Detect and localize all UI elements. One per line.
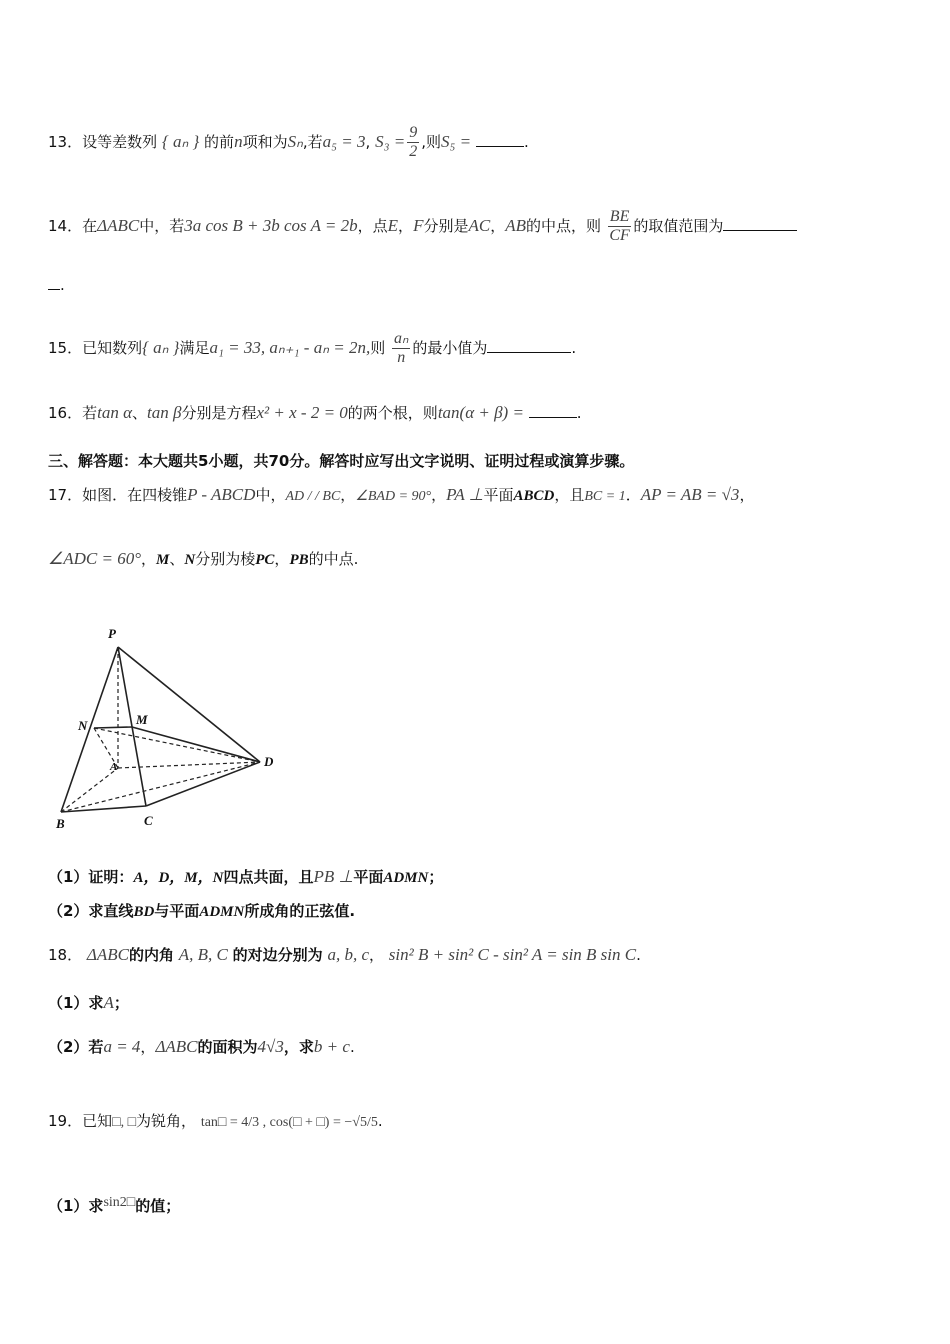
question-15: 15．已知数列{ aₙ }满足a₁ = 33, aₙ₊₁ - aₙ = 2n,则 $\frac{\text{aₙ}}{n}$ 的最小值为 .	[48, 330, 577, 366]
pyramid-figure	[48, 620, 288, 835]
answer-blank-14-cont[interactable]	[48, 275, 60, 290]
section-3-header: 三、解答题：本大题共5小题，共70分。解答时应写出文字说明、证明过程或演算步骤。	[48, 452, 635, 470]
question-19: 19．已知□, □为锐角， tan□ = 4/3 , cos(□ + □) = −√5/5.	[48, 1112, 383, 1130]
question-19-part-1: （1）求sin2□的值；	[48, 1195, 181, 1215]
label-a: A	[110, 761, 118, 773]
fraction-9-2: $\frac{9}{2}$	[409, 124, 418, 160]
question-14-continued: .	[48, 274, 65, 296]
label-p: P	[108, 626, 116, 641]
sequence-an: { aₙ }	[161, 132, 200, 151]
question-17-part-1: （1）证明：A，D，M，N四点共面，且PB ⊥平面ADMN；	[48, 867, 444, 886]
label-n: N	[78, 718, 88, 733]
label-m: M	[136, 712, 148, 727]
fraction-be-cf: $\frac{BE}{CF}$	[609, 208, 630, 244]
question-17: 17．如图．在四棱锥P - ABCD中，AD / / BC，∠BAD = 90°，PA ⊥平面ABCD，且BC = 1．AP = AB = √3，	[48, 485, 755, 504]
label-b: B	[56, 816, 65, 831]
question-17-line-2: ∠ADC = 60°，M、N分别为棱PC，PB的中点.	[48, 549, 359, 568]
answer-blank-15[interactable]	[487, 338, 571, 353]
question-18-part-2: （2）若a = 4，ΔABC的面积为4√3，求b + c.	[48, 1037, 355, 1056]
label-d: D	[264, 754, 274, 769]
fraction-an-n: $\frac{\text{aₙ}}{n}$	[394, 330, 409, 366]
question-14: 14．在ΔABC中，若3a cos B + 3b cos A = 2b，点E，F分别是AC，AB的中点，则 $\frac{BE}{CF}$ 的取值范围为	[48, 208, 797, 245]
question-13: 13．设等差数列 { aₙ } 的前n项和为Sₙ,若a₅ = 3, S₃ = $\frac{9}{2}$ ,则S₅ = .	[48, 124, 529, 160]
question-16: 16．若tan α、tan β分别是方程x² + x - 2 = 0的两个根，则tan(α + β) = .	[48, 403, 582, 422]
answer-blank-16[interactable]	[529, 403, 577, 418]
label-c: C	[144, 813, 153, 828]
question-17-part-2: （2）求直线BD与平面ADMN所成角的正弦值.	[48, 902, 356, 920]
answer-blank-14[interactable]	[723, 216, 797, 231]
answer-blank-13[interactable]	[476, 132, 524, 147]
question-18: 18． ΔABC的内角 A, B, C 的对边分别为 a, b, c， sin² B + sin² C - sin² A = sin B sin C.	[48, 945, 641, 964]
question-18-part-1: （1）求A；	[48, 993, 129, 1012]
